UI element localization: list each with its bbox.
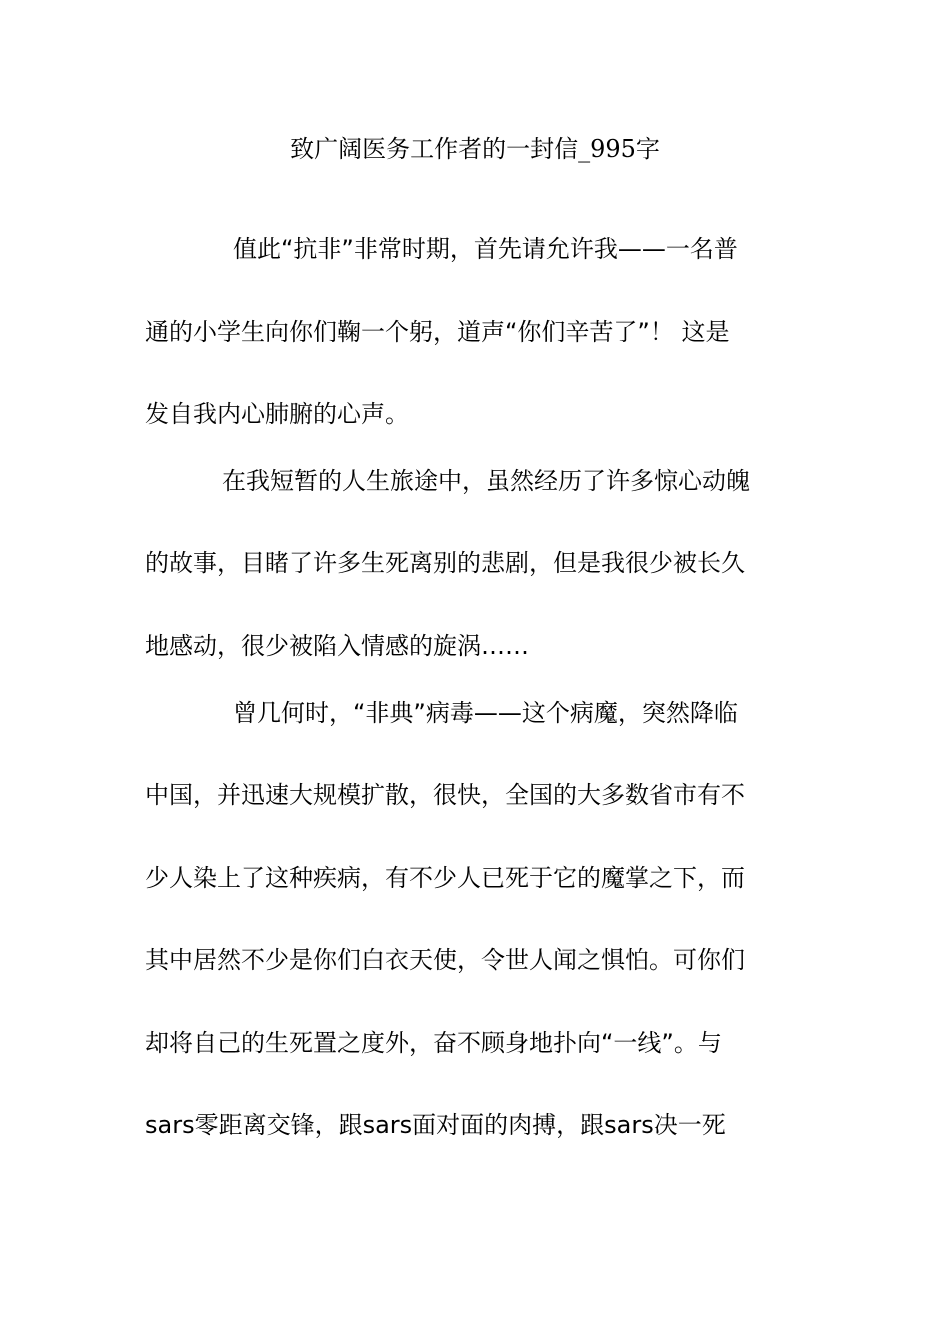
paragraph-line: 其中居然不少是你们白衣天使，令世人闻之惧怕。可你们 bbox=[145, 946, 745, 974]
paragraph-line: 的故事，目睹了许多生死离别的悲剧，但是我很少被长久 bbox=[145, 549, 745, 577]
paragraph-line: 在我短暂的人生旅途中，虽然经历了许多惊心动魄 bbox=[222, 467, 750, 495]
paragraph-line: 中国，并迅速大规模扩散，很快，全国的大多数省市有不 bbox=[145, 781, 745, 809]
paragraph-line: 值此“抗非”非常时期，首先请允许我——一名普 bbox=[233, 235, 738, 263]
paragraph-line: 却将自己的生死置之度外，奋不顾身地扑向“一线”。与 bbox=[145, 1029, 722, 1057]
paragraph-line: 通的小学生向你们鞠一个躬，道声“你们辛苦了”！ 这是 bbox=[145, 318, 730, 346]
paragraph-line: 发自我内心肺腑的心声。 bbox=[145, 400, 409, 428]
paragraph-line: sars零距离交锋，跟sars面对面的肉搏，跟sars决一死 bbox=[145, 1111, 726, 1139]
paragraph-line: 地感动，很少被陷入情感的旋涡…… bbox=[145, 632, 529, 660]
document-title: 致广阔医务工作者的一封信_995字 bbox=[290, 135, 660, 163]
paragraph-line: 少人染上了这种疾病，有不少人已死于它的魔掌之下，而 bbox=[145, 864, 745, 892]
paragraph-line: 曾几何时，“非典”病毒——这个病魔，突然降临 bbox=[233, 699, 738, 727]
